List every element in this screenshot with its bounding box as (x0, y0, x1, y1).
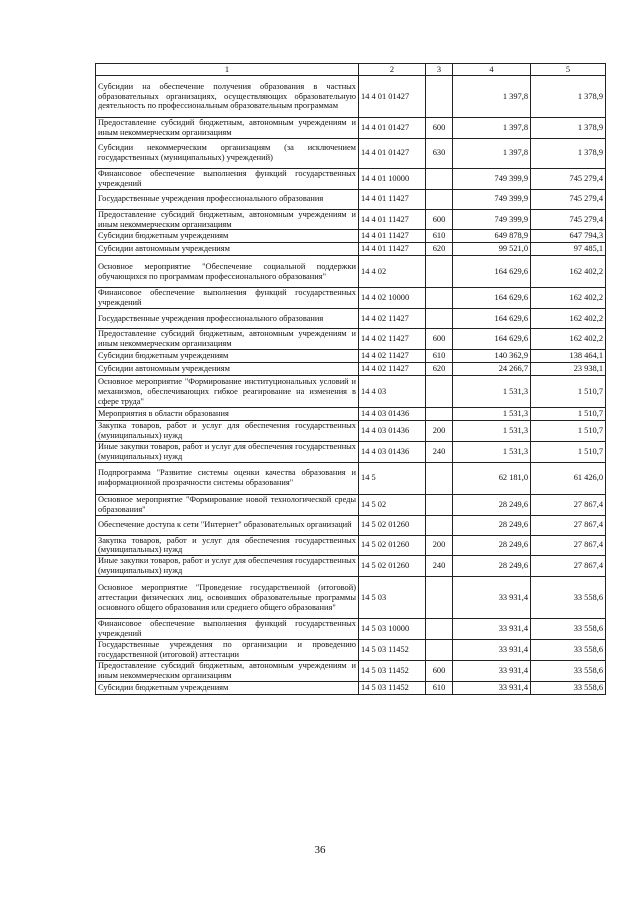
header-cell-4: 4 (453, 64, 531, 76)
row-amount-col4-cell: 140 362,9 (453, 350, 531, 363)
row-amount-col5-cell: 1 378,9 (531, 138, 606, 168)
row-code-cell: 14 5 02 (359, 494, 426, 515)
row-code-cell: 14 4 02 (359, 256, 426, 288)
row-expense-type-cell: 240 (426, 441, 453, 462)
row-amount-col5-cell: 33 558,6 (531, 681, 606, 694)
row-name-cell: Субсидии бюджетным учреждениям (96, 230, 359, 243)
row-amount-col4-cell: 164 629,6 (453, 329, 531, 350)
row-expense-type-cell (426, 619, 453, 640)
row-amount-col5-cell: 745 279,4 (531, 168, 606, 189)
row-expense-type-cell (426, 168, 453, 189)
row-expense-type-cell: 620 (426, 243, 453, 256)
row-code-cell: 14 4 01 11427 (359, 230, 426, 243)
row-amount-col4-cell: 164 629,6 (453, 309, 531, 329)
row-amount-col5-cell: 61 426,0 (531, 462, 606, 494)
row-amount-col5-cell: 162 402,2 (531, 256, 606, 288)
row-name-cell: Предоставление субсидий бюджетным, автономным учреждениям и иным некоммерческим организациям (96, 660, 359, 681)
row-code-cell: 14 4 03 (359, 376, 426, 408)
row-name-cell: Основное мероприятие "Формирование институциональных условий и механизмов, обеспечивающих гибкое реагирование на изменения в сфере труда" (96, 376, 359, 408)
row-amount-col5-cell: 33 558,6 (531, 660, 606, 681)
row-name-cell: Государственные учреждения профессионального образования (96, 309, 359, 329)
row-amount-col4-cell: 28 249,6 (453, 535, 531, 556)
table-row (96, 329, 606, 350)
row-expense-type-cell (426, 494, 453, 515)
row-amount-col5-cell: 1 378,9 (531, 118, 606, 139)
row-expense-type-cell: 600 (426, 660, 453, 681)
table-row (96, 230, 606, 243)
row-name-cell: Предоставление субсидий бюджетным, автономным учреждениям и иным некоммерческим организациям (96, 118, 359, 139)
row-amount-col5-cell: 23 938,1 (531, 363, 606, 376)
row-code-cell: 14 4 01 01427 (359, 118, 426, 139)
table-row (96, 462, 606, 494)
row-code-cell: 14 4 02 10000 (359, 288, 426, 309)
row-amount-col4-cell: 749 399,9 (453, 189, 531, 209)
row-name-cell: Государственные учреждения по организации и проведению государственной (итоговой) аттестации (96, 639, 359, 660)
row-amount-col5-cell: 745 279,4 (531, 189, 606, 209)
row-amount-col4-cell: 99 521,0 (453, 243, 531, 256)
row-code-cell: 14 4 01 11427 (359, 209, 426, 230)
row-name-cell: Субсидии бюджетным учреждениям (96, 350, 359, 363)
row-code-cell: 14 5 03 (359, 577, 426, 619)
row-name-cell: Субсидии автономным учреждениям (96, 363, 359, 376)
table-row (96, 556, 606, 577)
row-amount-col4-cell: 1 397,8 (453, 118, 531, 139)
table-row (96, 256, 606, 288)
row-code-cell: 14 4 03 01436 (359, 408, 426, 421)
row-amount-col5-cell: 745 279,4 (531, 209, 606, 230)
row-expense-type-cell: 610 (426, 230, 453, 243)
row-amount-col5-cell: 162 402,2 (531, 288, 606, 309)
row-code-cell: 14 5 03 10000 (359, 619, 426, 640)
table-row (96, 619, 606, 640)
row-amount-col4-cell: 649 878,9 (453, 230, 531, 243)
row-amount-col4-cell: 1 531,3 (453, 421, 531, 442)
row-amount-col5-cell: 33 558,6 (531, 639, 606, 660)
row-name-cell: Предоставление субсидий бюджетным, автономным учреждениям и иным некоммерческим организациям (96, 209, 359, 230)
row-amount-col4-cell: 33 931,4 (453, 639, 531, 660)
row-amount-col5-cell: 1 378,9 (531, 76, 606, 118)
row-name-cell: Государственные учреждения профессионального образования (96, 189, 359, 209)
budget-table-body (96, 64, 606, 695)
row-code-cell: 14 5 03 11452 (359, 639, 426, 660)
header-cell-3: 3 (426, 64, 453, 76)
row-code-cell: 14 4 01 11427 (359, 243, 426, 256)
budget-table (95, 63, 606, 695)
row-expense-type-cell (426, 376, 453, 408)
row-amount-col5-cell: 27 867,4 (531, 494, 606, 515)
row-name-cell: Основное мероприятие "Обеспечение социальной поддержки обучающихся по программам профессионального образования" (96, 256, 359, 288)
row-amount-col4-cell: 1 531,3 (453, 441, 531, 462)
row-amount-col4-cell: 33 931,4 (453, 619, 531, 640)
row-amount-col5-cell: 97 485,1 (531, 243, 606, 256)
row-amount-col5-cell: 33 558,6 (531, 619, 606, 640)
table-row (96, 376, 606, 408)
row-expense-type-cell (426, 462, 453, 494)
row-amount-col5-cell: 27 867,4 (531, 556, 606, 577)
row-amount-col4-cell: 1 531,3 (453, 408, 531, 421)
table-row (96, 681, 606, 694)
row-name-cell: Закупка товаров, работ и услуг для обеспечения государственных (муниципальных) нужд (96, 535, 359, 556)
row-expense-type-cell: 610 (426, 350, 453, 363)
table-row (96, 76, 606, 118)
row-expense-type-cell: 200 (426, 421, 453, 442)
table-row (96, 421, 606, 442)
row-amount-col4-cell: 33 931,4 (453, 681, 531, 694)
row-amount-col5-cell: 1 510,7 (531, 408, 606, 421)
table-header-row (96, 64, 606, 76)
table-row (96, 639, 606, 660)
row-amount-col4-cell: 1 397,8 (453, 76, 531, 118)
row-amount-col4-cell: 1 531,3 (453, 376, 531, 408)
row-amount-col4-cell: 749 399,9 (453, 209, 531, 230)
row-expense-type-cell (426, 76, 453, 118)
row-expense-type-cell (426, 577, 453, 619)
table-row (96, 209, 606, 230)
table-row (96, 363, 606, 376)
row-amount-col4-cell: 1 397,8 (453, 138, 531, 168)
header-cell-1: 1 (96, 64, 359, 76)
row-amount-col4-cell: 24 266,7 (453, 363, 531, 376)
row-code-cell: 14 5 03 11452 (359, 681, 426, 694)
row-expense-type-cell (426, 309, 453, 329)
row-name-cell: Обеспечение доступа к сети "Интернет" образовательных организаций (96, 515, 359, 535)
row-name-cell: Финансовое обеспечение выполнения функций государственных учреждений (96, 288, 359, 309)
row-code-cell: 14 4 03 01436 (359, 421, 426, 442)
row-expense-type-cell: 610 (426, 681, 453, 694)
table-row (96, 577, 606, 619)
table-row (96, 535, 606, 556)
row-code-cell: 14 4 01 11427 (359, 189, 426, 209)
row-name-cell: Финансовое обеспечение выполнения функций государственных учреждений (96, 619, 359, 640)
row-amount-col5-cell: 162 402,2 (531, 329, 606, 350)
row-name-cell: Основное мероприятие "Формирование новой технологической среды образования" (96, 494, 359, 515)
row-expense-type-cell (426, 256, 453, 288)
table-row (96, 494, 606, 515)
row-expense-type-cell: 630 (426, 138, 453, 168)
row-amount-col5-cell: 1 510,7 (531, 376, 606, 408)
table-row (96, 441, 606, 462)
budget-table-sheet (95, 63, 605, 695)
row-amount-col4-cell: 28 249,6 (453, 556, 531, 577)
row-code-cell: 14 5 02 01260 (359, 556, 426, 577)
row-code-cell: 14 4 02 11427 (359, 350, 426, 363)
row-amount-col5-cell: 1 510,7 (531, 421, 606, 442)
row-name-cell: Мероприятия в области образования (96, 408, 359, 421)
row-code-cell: 14 5 02 01260 (359, 535, 426, 556)
table-row (96, 309, 606, 329)
row-name-cell: Субсидии бюджетным учреждениям (96, 681, 359, 694)
row-name-cell: Предоставление субсидий бюджетным, автономным учреждениям и иным некоммерческим организациям (96, 329, 359, 350)
row-code-cell: 14 4 03 01436 (359, 441, 426, 462)
row-code-cell: 14 4 02 11427 (359, 363, 426, 376)
row-amount-col4-cell: 749 399,9 (453, 168, 531, 189)
row-expense-type-cell: 200 (426, 535, 453, 556)
table-row (96, 243, 606, 256)
row-code-cell: 14 4 02 11427 (359, 329, 426, 350)
row-code-cell: 14 4 01 01427 (359, 138, 426, 168)
row-amount-col5-cell: 27 867,4 (531, 515, 606, 535)
header-cell-2: 2 (359, 64, 426, 76)
row-name-cell: Субсидии автономным учреждениям (96, 243, 359, 256)
row-code-cell: 14 5 02 01260 (359, 515, 426, 535)
row-expense-type-cell (426, 288, 453, 309)
row-amount-col4-cell: 28 249,6 (453, 494, 531, 515)
row-expense-type-cell (426, 639, 453, 660)
table-row (96, 138, 606, 168)
row-code-cell: 14 4 02 11427 (359, 309, 426, 329)
row-amount-col4-cell: 28 249,6 (453, 515, 531, 535)
row-name-cell: Иные закупки товаров, работ и услуг для обеспечения государственных (муниципальных) нужд (96, 556, 359, 577)
row-name-cell: Финансовое обеспечение выполнения функций государственных учреждений (96, 168, 359, 189)
table-row (96, 288, 606, 309)
row-amount-col5-cell: 138 464,1 (531, 350, 606, 363)
header-cell-5: 5 (531, 64, 606, 76)
row-amount-col4-cell: 164 629,6 (453, 288, 531, 309)
table-row (96, 350, 606, 363)
row-amount-col5-cell: 162 402,2 (531, 309, 606, 329)
table-row (96, 168, 606, 189)
row-amount-col4-cell: 33 931,4 (453, 577, 531, 619)
row-expense-type-cell: 620 (426, 363, 453, 376)
row-code-cell: 14 5 (359, 462, 426, 494)
table-row (96, 408, 606, 421)
page-number: 36 (314, 844, 326, 856)
row-name-cell: Иные закупки товаров, работ и услуг для обеспечения государственных (муниципальных) нужд (96, 441, 359, 462)
row-code-cell: 14 4 01 10000 (359, 168, 426, 189)
row-code-cell: 14 5 03 11452 (359, 660, 426, 681)
row-amount-col4-cell: 33 931,4 (453, 660, 531, 681)
row-expense-type-cell: 240 (426, 556, 453, 577)
row-name-cell: Основное мероприятие "Проведение государственной (итоговой) аттестации физических лиц, освоивших образовательные программы основного общего образования или среднего общего образования" (96, 577, 359, 619)
row-amount-col4-cell: 62 181,0 (453, 462, 531, 494)
row-name-cell: Закупка товаров, работ и услуг для обеспечения государственных (муниципальных) нужд (96, 421, 359, 442)
row-amount-col4-cell: 164 629,6 (453, 256, 531, 288)
row-name-cell: Субсидии на обеспечение получения образования в частных образовательных организациях, осуществляющих образовательную деятельность по профессиональным образовательным программам (96, 76, 359, 118)
row-amount-col5-cell: 647 794,3 (531, 230, 606, 243)
row-expense-type-cell: 600 (426, 329, 453, 350)
row-amount-col5-cell: 33 558,6 (531, 577, 606, 619)
table-row (96, 660, 606, 681)
row-expense-type-cell (426, 408, 453, 421)
row-name-cell: Субсидии некоммерческим организациям (за исключением государственных (муниципальных) учреждений) (96, 138, 359, 168)
row-expense-type-cell: 600 (426, 118, 453, 139)
row-expense-type-cell (426, 189, 453, 209)
table-row (96, 515, 606, 535)
row-name-cell: Подпрограмма "Развитие системы оценки качества образования и информационной прозрачности системы образования" (96, 462, 359, 494)
row-code-cell: 14 4 01 01427 (359, 76, 426, 118)
row-expense-type-cell: 600 (426, 209, 453, 230)
table-row (96, 118, 606, 139)
row-amount-col5-cell: 27 867,4 (531, 535, 606, 556)
row-expense-type-cell (426, 515, 453, 535)
row-amount-col5-cell: 1 510,7 (531, 441, 606, 462)
table-row (96, 189, 606, 209)
